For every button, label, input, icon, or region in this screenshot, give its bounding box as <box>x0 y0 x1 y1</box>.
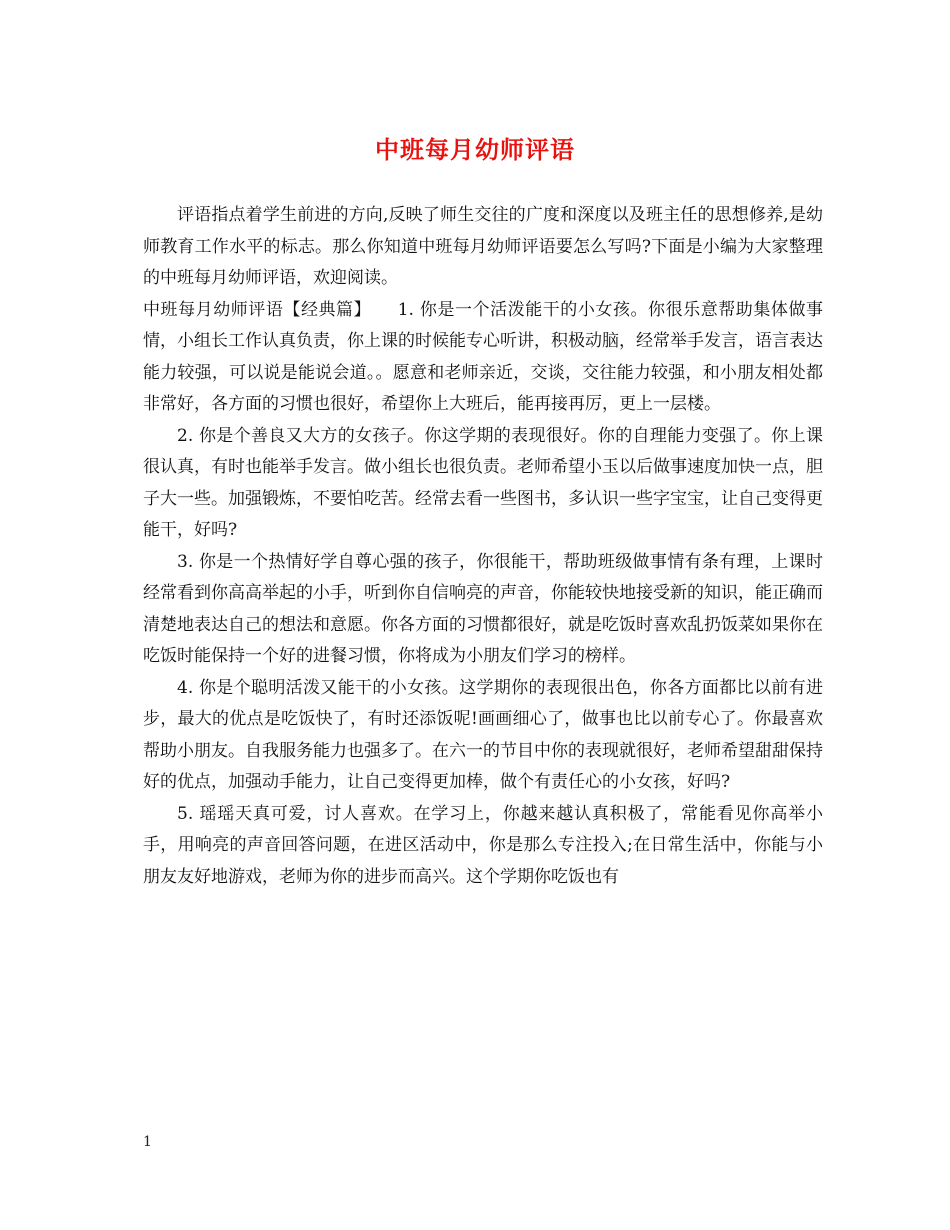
paragraph-comment-1: 中班每月幼师评语【经典篇】 1. 你是一个活泼能干的小女孩。你很乐意帮助集体做事情，小组长工作认真负责，你上课的时候能专心听讲，积极动脑，经常举手发言，语言表达能力较强，可以说是能说会道。。愿意和老师亲近，交谈，交往能力较强，和小朋友相处都非常好，各方面的习惯也很好，希望你上大班后，能再接再厉，更上一层楼。 <box>143 299 823 414</box>
paragraph-comment-5: 5. 瑶瑶天真可爱，讨人喜欢。在学习上，你越来越认真积极了，常能看见你高举小手，用响亮的声音回答问题，在进区活动中，你是那么专注投入;在日常生活中，你能与小朋友友好地游戏，老师为你的进步而高兴。这个学期你吃饭也有 <box>143 803 823 887</box>
document-body <box>143 200 823 893</box>
paragraph-comment-2: 2. 你是个善良又大方的女孩子。你这学期的表现很好。你的自理能力变强了。你上课很认真，有时也能举手发言。做小组长也很负责。老师希望小玉以后做事速度加快一点，胆子大一些。加强锻炼，不要怕吃苦。经常去看一些图书，多认识一些字宝宝，让自己变得更能干，好吗? <box>143 425 823 540</box>
paragraph-intro: 评语指点着学生前进的方向,反映了师生交往的广度和深度以及班主任的思想修养,是幼师教育工作水平的标志。那么你知道中班每月幼师评语要怎么写吗?下面是小编为大家整理的中班每月幼师评语，欢迎阅读。 <box>143 205 823 288</box>
document-title: 中班每月幼师评语 <box>375 135 575 164</box>
page-number: 1 <box>143 1134 152 1150</box>
paragraph-comment-4: 4. 你是个聪明活泼又能干的小女孩。这学期你的表现很出色，你各方面都比以前有进步，最大的优点是吃饭快了，有时还添饭呢!画画细心了，做事也比以前专心了。你最喜欢帮助小朋友。自我服务能力也强多了。在六一的节目中你的表现就很好，老师希望甜甜保持好的优点，加强动手能力，让自己变得更加棒，做个有责任心的小女孩，好吗? <box>143 677 823 792</box>
paragraph-comment-3: 3. 你是一个热情好学自尊心强的孩子，你很能干，帮助班级做事情有条有理，上课时经常看到你高高举起的小手，听到你自信响亮的声音，你能较快地接受新的知识，能正确而清楚地表达自己的想法和意愿。你各方面的习惯都很好，就是吃饭时喜欢乱扔饭菜如果你在吃饭时能保持一个好的进餐习惯，你将成为小朋友们学习的榜样。 <box>143 551 823 666</box>
